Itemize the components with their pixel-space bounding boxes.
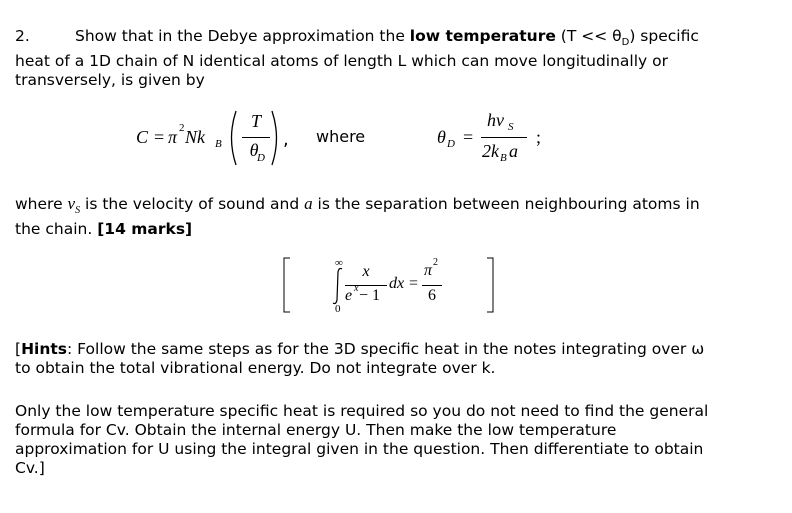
frac-theta-sub-d: D <box>257 152 265 164</box>
intro-text-a: Show that in the Debye approximation the <box>75 27 410 45</box>
integrand-e-exponent: x <box>354 283 359 294</box>
formula-pi: π <box>168 127 178 147</box>
question-line-3: transversely, is given by <box>15 71 205 90</box>
hints-line-1 <box>15 340 775 359</box>
where-line-1 <box>15 194 775 220</box>
rhs-six: 6 <box>428 287 436 304</box>
formula-sub-b: B <box>215 138 222 150</box>
hints-paragraph <box>15 340 775 378</box>
rhs-pi: π <box>424 262 433 279</box>
formula-comma: , <box>283 129 289 150</box>
where-text-2: is the velocity of sound and <box>80 195 305 213</box>
theta-equals: = <box>463 127 474 147</box>
question-line-2: heat of a 1D chain of N identical atoms of length L which can move longitudinally or <box>15 52 668 71</box>
formula-semicolon: ; <box>536 127 542 147</box>
where-description <box>15 194 775 239</box>
where-line-2-text: the chain. <box>15 220 98 239</box>
frac-t: T <box>250 111 261 131</box>
hints-open-bracket: [ <box>15 340 22 358</box>
question-intro <box>15 27 775 90</box>
intro-sub-d: D <box>621 37 630 49</box>
a-symbol: a <box>304 194 313 213</box>
closing-line-4: Cv.] <box>15 459 45 477</box>
integrand-minus-one: − 1 <box>359 287 381 304</box>
question-number: 2. <box>15 27 30 45</box>
question-line-1 <box>15 27 775 52</box>
vs-sub: S <box>75 205 81 217</box>
theta-d-lhs-sub: D <box>447 138 455 150</box>
intro-text-b: (T << θ <box>555 27 622 45</box>
left-paren-icon <box>226 109 238 167</box>
integral-sign-icon <box>331 267 345 305</box>
where-text-3: is the separation between neighbouring atoms in <box>312 195 700 213</box>
where-line-2 <box>15 220 775 239</box>
integral-lower-limit: 0 <box>335 303 341 315</box>
frac-theta: θ <box>249 140 259 160</box>
specific-heat-formula <box>0 105 792 175</box>
integral-equals: = <box>409 275 419 292</box>
fraction-bar-t-theta <box>242 137 270 138</box>
marks-label: [14 marks] <box>97 220 193 239</box>
integral-upper-limit: ∞ <box>335 257 343 269</box>
right-bracket-icon <box>485 257 495 313</box>
closing-line-1: Only the low temperature specific heat is required so you do not need to find the general <box>15 402 709 420</box>
formula-c: C <box>136 127 149 147</box>
two-k-sub-b: B <box>500 152 507 164</box>
intro-text-c: ) specific <box>629 27 699 45</box>
formula-equals: = <box>154 127 165 147</box>
formula-pi-squared: 2 <box>179 122 185 134</box>
closing-paragraph <box>15 402 775 478</box>
formula-nk: Nk <box>185 127 205 147</box>
where-label: where <box>316 127 366 146</box>
vs-symbol: v <box>67 194 76 213</box>
a-denominator: a <box>509 141 518 161</box>
rhs-pi-squared: 2 <box>433 257 438 268</box>
closing-line-3: approximation for U using the integral given in the question. Then differentiate to obtain <box>15 440 704 458</box>
theta-d-lhs: θ <box>437 127 446 147</box>
intro-bold-phrase: low temperature <box>409 27 556 45</box>
hints-label: Hints <box>21 340 68 358</box>
integrand-e: e <box>345 287 353 304</box>
fraction-bar-integrand <box>345 285 387 286</box>
where-text-1: where <box>15 195 68 213</box>
integral-dx: dx <box>389 275 405 292</box>
two-k-denominator: 2k <box>482 141 499 161</box>
hv-sub-s: S <box>508 121 514 133</box>
hints-line-2: to obtain the total vibrational energy. Do not integrate over k. <box>15 359 496 377</box>
left-bracket-icon <box>282 257 292 313</box>
closing-line-2: formula for Cv. Obtain the internal energy U. Then make the low temperature <box>15 421 617 439</box>
integral-identity <box>0 245 792 320</box>
hv-numerator: hv <box>487 110 504 130</box>
hints-line-1-text: : Follow the same steps as for the 3D specific heat in the notes integrating over ω <box>67 340 705 358</box>
right-paren-icon <box>270 109 282 167</box>
fraction-bar-hv-2ka <box>481 137 527 138</box>
integrand-numerator: x <box>362 263 370 280</box>
fraction-bar-rhs <box>422 285 442 286</box>
